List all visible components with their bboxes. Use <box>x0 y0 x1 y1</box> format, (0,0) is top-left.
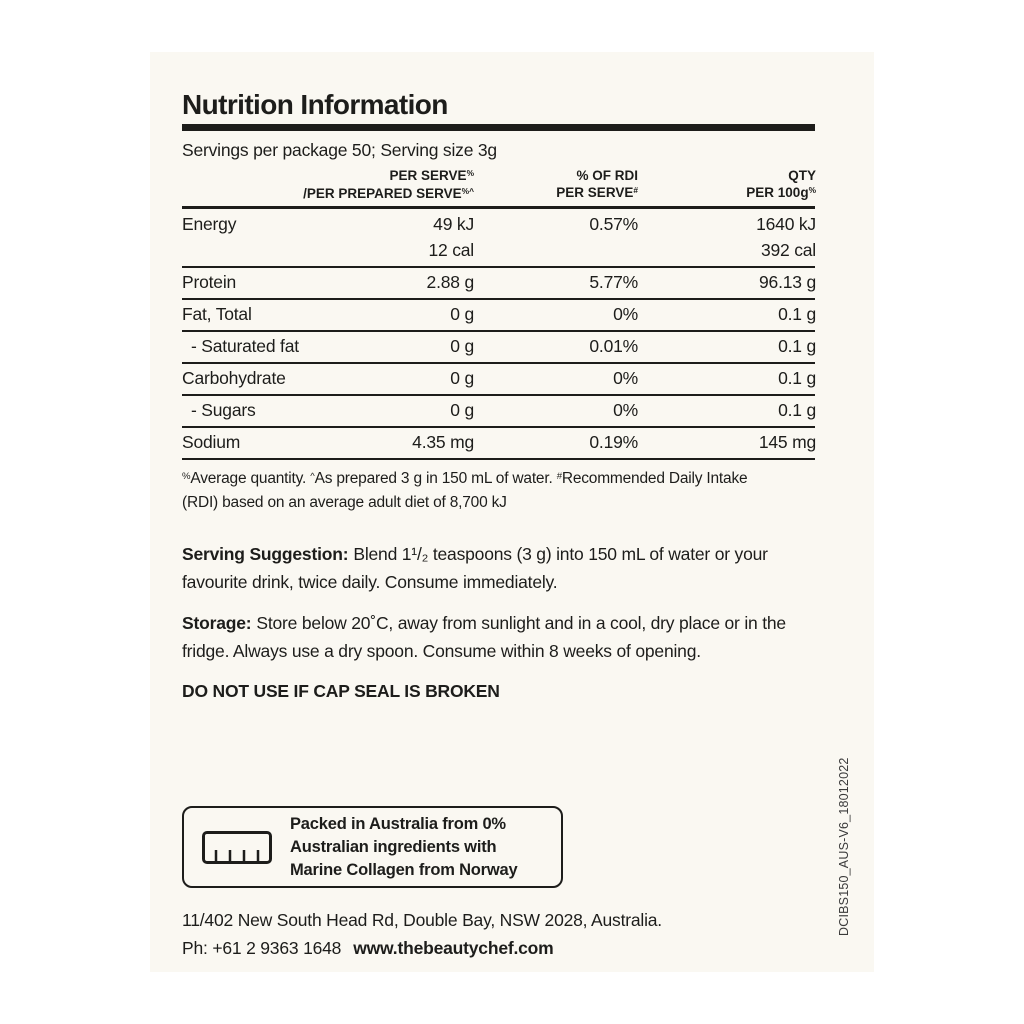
qty-line1: 1640 kJ <box>756 214 816 234</box>
servings-line: Servings per package 50; Serving size 3g <box>182 140 497 160</box>
table-row-carbohydrate <box>182 364 815 396</box>
header-per-serve-line1: PER SERVE <box>389 168 467 183</box>
rdi-value: 0% <box>613 304 638 324</box>
per-serve-value: 0 g <box>450 368 474 388</box>
page-title: Nutrition Information <box>182 89 448 120</box>
table-row-sugars <box>182 396 815 428</box>
rdi-value: 0% <box>613 400 638 420</box>
nutrition-label <box>150 52 874 972</box>
rdi-value: 0.57% <box>589 214 638 234</box>
per-serve-value: 4.35 mg <box>412 432 474 452</box>
storage-text: Store below 20˚C, away from sunlight and in a cool, dry place or in the fridge. Always use a dry spoon. Consume within 8 weeks of opening. <box>182 613 786 661</box>
per-serve-value: 0 g <box>450 336 474 356</box>
origin-statement-line3: Marine Collagen from Norway <box>290 860 518 879</box>
company-address: 11/402 New South Head Rd, Double Bay, NSW 2028, Australia. <box>182 910 662 930</box>
contact-line <box>182 938 815 959</box>
table-row-saturated-fat <box>182 332 815 364</box>
origin-statement-line1: Packed in Australia from 0% <box>290 814 506 833</box>
header-per-serve-line2: /PER PREPARED SERVE <box>303 185 462 201</box>
footnote-text-avg: Average quantity. <box>190 470 311 487</box>
row-label: Fat, Total <box>182 304 252 324</box>
rdi-value: 5.77% <box>589 272 638 292</box>
header-per-serve <box>182 168 474 203</box>
origin-statement-line2: Australian ingredients with <box>290 837 497 856</box>
row-label: - Saturated fat <box>191 336 299 356</box>
table-row-fat-total <box>182 300 815 332</box>
header-rdi-line2: PER SERVE <box>556 184 634 200</box>
table-row-energy <box>182 209 815 268</box>
footnote-mark-avg: % <box>182 470 191 482</box>
origin-statement-text <box>290 813 517 882</box>
footnote-text-prepared: As prepared 3 g in 150 mL of water. <box>314 470 557 487</box>
per-serve-value <box>352 211 474 263</box>
row-label: Protein <box>182 272 237 292</box>
header-per-serve-sup2: %^ <box>461 185 474 196</box>
header-per-serve-sup1: % <box>466 168 474 179</box>
per-serve-value: 0 g <box>450 400 474 420</box>
rdi-value: 0.01% <box>589 336 638 356</box>
footnote-text-rdi: Recommended Daily Intake (RDI) based on an average adult diet of 8,700 kJ <box>182 470 748 511</box>
header-rdi <box>474 168 638 203</box>
footnote-mark-prepared: ^ <box>310 470 315 482</box>
batch-code: DCIBS150_AUS-V6_18012022 <box>837 757 851 936</box>
table-row-sodium <box>182 428 815 460</box>
serving-suggestion-label: Serving Suggestion: <box>182 544 349 564</box>
qty-value: 0.1 g <box>778 336 816 356</box>
header-rdi-sup: # <box>633 184 638 195</box>
qty-value: 0.1 g <box>778 304 816 324</box>
row-label: Energy <box>182 214 237 234</box>
qty-value: 0.1 g <box>778 368 816 388</box>
storage-instructions <box>182 609 796 665</box>
per-serve-value: 0 g <box>450 304 474 324</box>
serving-suggestion-text: Blend 1¹/₂ teaspoons (3 g) into 150 mL of water or your favourite drink, twice daily. Consume immediately. <box>182 544 768 592</box>
phone-number: Ph: +61 2 9363 1648 <box>182 938 342 958</box>
qty-line2: 392 cal <box>760 240 816 260</box>
rdi-value: 0.19% <box>589 432 638 452</box>
per-serve-value: 2.88 g <box>426 272 474 292</box>
row-label: Sodium <box>182 432 241 452</box>
row-label: Carbohydrate <box>182 368 286 388</box>
label-content <box>150 52 874 959</box>
website-url: www.thebeautychef.com <box>353 938 554 958</box>
origin-statement-box <box>182 806 563 888</box>
serving-suggestion <box>182 540 796 596</box>
table-header <box>182 168 815 209</box>
header-qty <box>638 168 816 203</box>
row-label: - Sugars <box>191 400 256 420</box>
cap-seal-warning: DO NOT USE IF CAP SEAL IS BROKEN <box>182 681 500 701</box>
table-footnote <box>182 468 782 514</box>
footnote-mark-rdi: # <box>556 470 562 482</box>
header-qty-sup: % <box>808 184 816 195</box>
rdi-value: 0% <box>613 368 638 388</box>
qty-value <box>638 211 816 263</box>
table-row-protein <box>182 268 815 300</box>
title-rule <box>182 124 815 131</box>
header-qty-line2: PER 100g <box>746 184 809 200</box>
qty-value: 96.13 g <box>759 272 816 292</box>
storage-label: Storage: <box>182 613 252 633</box>
origin-gauge-icon <box>202 831 272 864</box>
header-qty-line1: QTY <box>788 168 816 183</box>
per-serve-line1: 49 kJ <box>433 214 474 234</box>
qty-value: 0.1 g <box>778 400 816 420</box>
header-rdi-line1: % OF RDI <box>576 168 638 183</box>
per-serve-line2: 12 cal <box>428 240 474 260</box>
qty-value: 145 mg <box>758 432 816 452</box>
